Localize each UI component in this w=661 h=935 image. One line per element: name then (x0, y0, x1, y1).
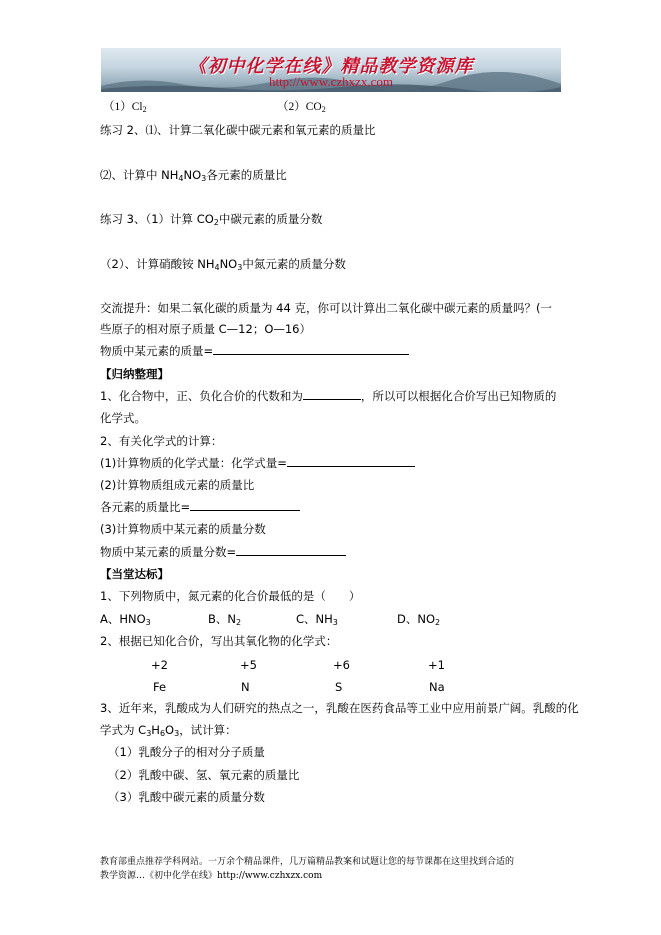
valence-fe: +2 (151, 658, 168, 672)
q1-option-a[interactable]: A、$HNO_3$ (100, 612, 151, 627)
footer-line-1: 教育部重点推荐学科网站。一万余个精品课件，几万篇精品教案和试题让您的每节课都在这里找到合适的 (100, 857, 515, 867)
q3-sub-1: （1）乳酸分子的相对分子质量 (108, 745, 265, 759)
summary-point-3: (1)计算物质的化学式量：化学式量= (100, 456, 415, 470)
practice-question-3: 3、近年来，乳酸成为人们研究的热点之一，乳酸在医药食品等工业中应用前景广阔。乳酸的化 (100, 701, 579, 715)
ex3-question-1: 练习 3、（1）计算 $CO_2$中碳元素的质量分数 (100, 212, 323, 227)
exchange-line-1: 交流提升：如果二氧化碳的质量为 44 克，你可以计算出二氧化碳中碳元素的质量吗？(一 (100, 301, 552, 315)
exchange-formula: 物质中某元素的质量= (100, 344, 409, 358)
summary-heading: 【归纳整理】 (100, 367, 169, 381)
banner-url[interactable]: http://www.czhxzx.com (268, 74, 394, 89)
valence-n: +5 (240, 658, 257, 672)
answer-blank[interactable] (236, 545, 346, 556)
answer-blank[interactable] (303, 389, 361, 400)
summary-point-4: (2)计算物质组成元素的质量比 (100, 478, 255, 492)
answer-blank[interactable] (287, 456, 415, 467)
summary-point-7: 物质中某元素的质量分数= (100, 545, 346, 559)
summary-point-1-cont: 化学式。 (100, 411, 146, 425)
ex2-question-1: 练习 2、⑴、计算二氧化碳中碳元素和氧元素的质量比 (100, 123, 376, 137)
summary-point-1: 1、化合物中，正、负化合价的代数和为 ，所以可以根据化合价写出已知物质的 (100, 389, 557, 403)
q3-sub-2: （2）乳酸中碳、氢、氧元素的质量比 (108, 768, 300, 782)
ex1-option-a: （1）Cl (103, 101, 143, 113)
exchange-line-2: 些原子的相对原子质量 C—12；O—16） (100, 322, 312, 336)
summary-point-2: 2、有关化学式的计算： (100, 434, 223, 448)
element-n: N (241, 680, 250, 694)
valence-s: +6 (333, 658, 350, 672)
summary-point-6: (3)计算物质中某元素的质量分数 (100, 522, 266, 536)
practice-heading: 【当堂达标】 (100, 567, 169, 581)
ex3-question-2: （2）、计算硝酸铵 $NH_4NO_3$中氮元素的质量分数 (100, 257, 346, 272)
q1-option-c[interactable]: C、$NH_3$ (296, 612, 338, 627)
practice-question-1: 1、下列物质中，氮元素的化合价最低的是（ ） (100, 589, 361, 603)
answer-blank[interactable] (213, 344, 409, 355)
practice-question-3-formula: 学式为 $C_3H_6O_3$，试计算： (100, 723, 237, 738)
element-fe: Fe (153, 680, 167, 694)
ex2-question-2: ⑵、计算中 $NH_4NO_3$各元素的质量比 (100, 168, 287, 183)
q1-option-d[interactable]: D、$NO_2$ (397, 612, 441, 627)
element-s: S (335, 680, 343, 694)
q1-option-b[interactable]: B、$N_2$ (208, 612, 242, 627)
banner-title: 《初中化学在线》精品教学资源库 (188, 56, 474, 77)
practice-question-2: 2、根据已知化合价，写出其氧化物的化学式： (100, 634, 338, 648)
valence-na: +1 (428, 658, 445, 672)
ex1-option-b: $(2)CO_2$ (277, 101, 326, 114)
q3-sub-3: （3）乳酸中碳元素的质量分数 (108, 790, 265, 804)
answer-blank[interactable] (190, 500, 300, 511)
element-na: Na (429, 680, 445, 694)
summary-point-5: 各元素的质量比= (100, 500, 300, 514)
footer-line-2: 教学资源…《初中化学在线》http://www.czhxzx.com (100, 871, 323, 881)
header-banner (101, 48, 561, 92)
ex1-options: $(1)Cl_2$ (103, 101, 147, 114)
